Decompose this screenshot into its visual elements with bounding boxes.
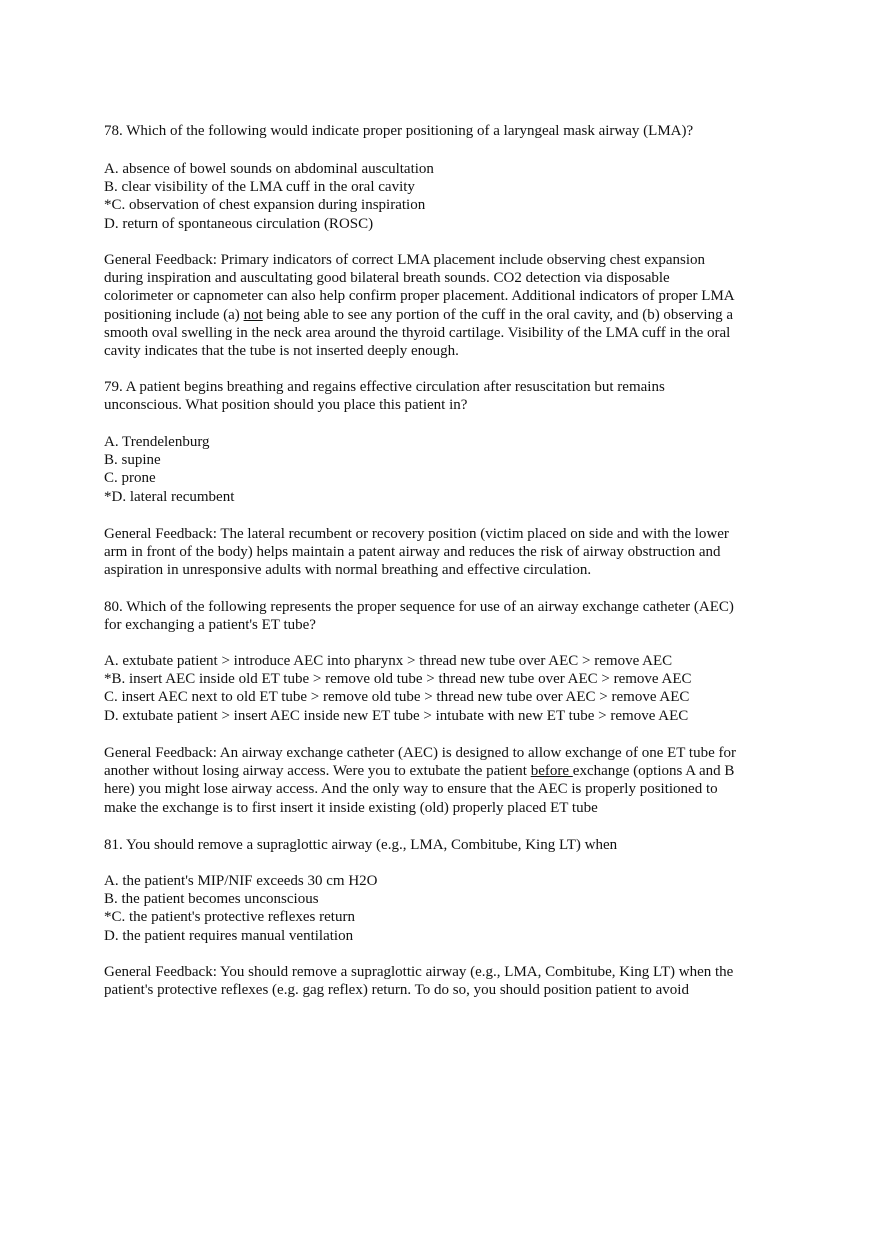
feedback-line [104, 543, 784, 561]
text-segment: being able to see any portion of the cuff in the oral cavity, and (b) observing a [262, 306, 734, 323]
question-stem [104, 598, 784, 634]
answer-option: A. the patient's MIP/NIF exceeds 30 cm H2O [104, 873, 378, 889]
general-feedback [104, 251, 784, 360]
general-feedback [104, 525, 784, 580]
stem-line: 80. Which of the following represents the proper sequence for use of an airway exchange catheter (AEC) [104, 599, 734, 615]
answer-option: B. the patient becomes unconscious [104, 891, 319, 908]
underlined-text: before [530, 763, 573, 780]
answer-option: *B. insert AEC inside old ET tube > remove old tube > thread new tube over AEC > remove AEC [104, 671, 692, 688]
answer-options [104, 652, 784, 725]
answer-option: A. absence of bowel sounds on abdominal auscultation [104, 161, 434, 177]
feedback-line [104, 342, 784, 360]
answer-option: C. insert AEC next to old ET tube > remove old tube > thread new tube over AEC > remove AEC [104, 689, 690, 706]
text-segment: General Feedback: An airway exchange catheter (AEC) is designed to allow exchange of one ET tube for [104, 745, 736, 761]
text-segment: General Feedback: Primary indicators of correct LMA placement include observing chest expansion [104, 252, 706, 268]
stem-line: 81. You should remove a supraglottic airway (e.g., LMA, Combitube, King LT) when [104, 837, 618, 853]
answer-option: D. extubate patient > insert AEC inside new ET tube > intubate with new ET tube > remove AEC [104, 707, 689, 724]
underlined-text: not [243, 306, 263, 323]
text-segment: during inspiration and auscultating good bilateral breath sounds. CO2 detection via disposable [104, 270, 670, 287]
text-segment: arm in front of the body) helps maintain a patent airway and reduces the risk of airway obstruction and [104, 544, 721, 561]
text-segment: aspiration in unresponsive adults with normal breathing and effective circulation. [104, 562, 592, 579]
question-stem [104, 378, 784, 414]
answer-option: D. return of spontaneous circulation (ROSC) [104, 215, 374, 232]
feedback-line [104, 324, 784, 342]
feedback-line [104, 306, 784, 324]
feedback-line [104, 561, 784, 579]
text-segment: patient's protective reflexes (e.g. gag reflex) return. To do so, you should position patient to avoid [104, 982, 689, 999]
text-segment: General Feedback: You should remove a supraglottic airway (e.g., LMA, Combitube, King LT) when the [104, 964, 734, 980]
text-segment: exchange (options A and B [572, 763, 735, 780]
answer-options [104, 872, 784, 945]
feedback-line [104, 287, 784, 305]
feedback-line [104, 799, 784, 817]
question-stem [104, 122, 784, 140]
answer-options [104, 433, 784, 506]
feedback-line [104, 981, 784, 999]
text-segment: positioning include (a) [104, 306, 244, 323]
answer-option: B. supine [104, 452, 161, 469]
feedback-line [104, 963, 784, 981]
feedback-line [104, 762, 784, 780]
text-segment: here) you might lose airway access. And the only way to ensure that the AEC is properly positioned to [104, 781, 718, 798]
stem-line: 79. A patient begins breathing and regains effective circulation after resuscitation but remains [104, 379, 665, 395]
answer-option: D. the patient requires manual ventilation [104, 927, 354, 944]
stem-line: for exchanging a patient's ET tube? [104, 617, 316, 634]
general-feedback [104, 963, 784, 999]
answer-option: *D. lateral recumbent [104, 488, 235, 505]
stem-line: unconscious. What position should you place this patient in? [104, 397, 468, 414]
answer-option: *C. observation of chest expansion during inspiration [104, 197, 426, 214]
text-segment: cavity indicates that the tube is not inserted deeply enough. [104, 342, 459, 359]
text-segment: another without losing airway access. Were you to extubate the patient [104, 763, 531, 780]
feedback-line [104, 780, 784, 798]
text-segment: make the exchange is to first insert it inside existing (old) properly placed ET tube [104, 799, 598, 816]
answer-option: A. extubate patient > introduce AEC into pharynx > thread new tube over AEC > remove AEC [104, 653, 673, 669]
feedback-line [104, 251, 784, 269]
answer-option: *C. the patient's protective reflexes return [104, 909, 355, 926]
feedback-line [104, 525, 784, 543]
answer-option: B. clear visibility of the LMA cuff in the oral cavity [104, 179, 415, 196]
feedback-line [104, 269, 784, 287]
text-segment: colorimeter or capnometer can also help confirm proper placement. Additional indicators of proper LMA [104, 288, 735, 305]
text-segment: smooth oval swelling in the neck area around the thyroid cartilage. Visibility of the LMA cuff in the oral [104, 324, 731, 341]
answer-option: C. prone [104, 470, 156, 487]
question-stem [104, 836, 784, 854]
feedback-line [104, 744, 784, 762]
stem-line: 78. Which of the following would indicate proper positioning of a laryngeal mask airway (LMA)? [104, 123, 694, 139]
general-feedback [104, 744, 784, 817]
answer-options [104, 160, 784, 233]
answer-option: A. Trendelenburg [104, 434, 210, 450]
text-segment: General Feedback: The lateral recumbent or recovery position (victim placed on side and with the lower [104, 526, 729, 542]
